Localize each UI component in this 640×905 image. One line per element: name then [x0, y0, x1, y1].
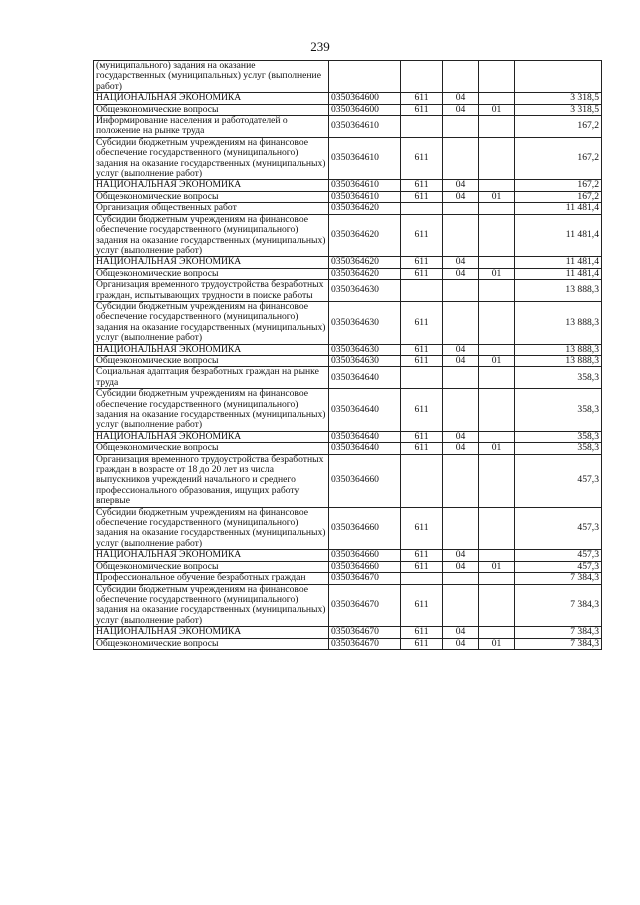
- budget-table: [93, 60, 602, 650]
- table-row: [94, 561, 602, 572]
- row-subsection-cell: [479, 454, 515, 507]
- row-subsection-cell: 01: [479, 561, 515, 572]
- row-section-cell: [443, 214, 479, 257]
- row-amount-cell: 11 481,4: [515, 257, 602, 268]
- row-name-cell: Субсидии бюджетным учреждениям на финансовое обеспечение государственного (муниципального) задания на оказание государственных (муниципальных) услуг (выполнение работ): [94, 137, 329, 180]
- table-row: [94, 550, 602, 561]
- row-expense-type-cell: 611: [401, 355, 443, 366]
- row-name-cell: Организация временного трудоустройства безработных граждан, испытывающих трудности в поиске работы: [94, 280, 329, 302]
- row-expense-type-cell: 611: [401, 104, 443, 115]
- row-subsection-cell: 01: [479, 191, 515, 202]
- row-expense-type-cell: 611: [401, 638, 443, 649]
- table-row: [94, 214, 602, 257]
- row-name-cell: Организация временного трудоустройства безработных граждан в возрасте от 18 до 20 лет из числа выпускников учреждений начального и среднего профессионального образования, ищущих работу впервые: [94, 454, 329, 507]
- row-section-cell: [443, 573, 479, 584]
- row-code-cell: 0350364620: [329, 268, 401, 279]
- row-amount-cell: 11 481,4: [515, 214, 602, 257]
- row-expense-type-cell: [401, 116, 443, 138]
- row-subsection-cell: [479, 507, 515, 550]
- row-section-cell: [443, 584, 479, 627]
- row-section-cell: [443, 61, 479, 93]
- row-expense-type-cell: 611: [401, 301, 443, 344]
- row-code-cell: 0350364620: [329, 257, 401, 268]
- row-expense-type-cell: [401, 203, 443, 214]
- row-section-cell: 04: [443, 268, 479, 279]
- row-subsection-cell: 01: [479, 355, 515, 366]
- row-section-cell: 04: [443, 627, 479, 638]
- row-name-cell: Субсидии бюджетным учреждениям на финансовое обеспечение государственного (муниципального) задания на оказание государственных (муниципальных) услуг (выполнение работ): [94, 301, 329, 344]
- table-row: [94, 389, 602, 432]
- row-amount-cell: 13 888,3: [515, 301, 602, 344]
- row-expense-type-cell: 611: [401, 443, 443, 454]
- row-expense-type-cell: 611: [401, 137, 443, 180]
- row-code-cell: 0350364630: [329, 280, 401, 302]
- row-expense-type-cell: 611: [401, 584, 443, 627]
- row-section-cell: 04: [443, 191, 479, 202]
- row-name-cell: Субсидии бюджетным учреждениям на финансовое обеспечение государственного (муниципального) задания на оказание государственных (муниципальных) услуг (выполнение работ): [94, 584, 329, 627]
- table-row: [94, 180, 602, 191]
- row-name-cell: НАЦИОНАЛЬНАЯ ЭКОНОМИКА: [94, 344, 329, 355]
- row-amount-cell: 7 384,3: [515, 584, 602, 627]
- row-expense-type-cell: [401, 367, 443, 389]
- table-row: [94, 137, 602, 180]
- row-subsection-cell: [479, 93, 515, 104]
- table-row: [94, 584, 602, 627]
- row-section-cell: 04: [443, 93, 479, 104]
- row-amount-cell: 7 384,3: [515, 573, 602, 584]
- row-subsection-cell: 01: [479, 638, 515, 649]
- row-subsection-cell: [479, 301, 515, 344]
- row-expense-type-cell: 611: [401, 344, 443, 355]
- row-amount-cell: 457,3: [515, 550, 602, 561]
- table-row: [94, 104, 602, 115]
- row-subsection-cell: [479, 137, 515, 180]
- table-row: [94, 93, 602, 104]
- row-section-cell: [443, 367, 479, 389]
- row-name-cell: НАЦИОНАЛЬНАЯ ЭКОНОМИКА: [94, 550, 329, 561]
- row-amount-cell: 457,3: [515, 507, 602, 550]
- row-expense-type-cell: 611: [401, 627, 443, 638]
- page-number: 239: [310, 39, 330, 54]
- table-row: [94, 191, 602, 202]
- row-code-cell: 0350364600: [329, 104, 401, 115]
- row-code-cell: 0350364640: [329, 389, 401, 432]
- row-amount-cell: 167,2: [515, 137, 602, 180]
- row-section-cell: 04: [443, 257, 479, 268]
- row-amount-cell: 167,2: [515, 116, 602, 138]
- table-row: [94, 301, 602, 344]
- row-name-cell: НАЦИОНАЛЬНАЯ ЭКОНОМИКА: [94, 257, 329, 268]
- table-row: [94, 116, 602, 138]
- row-code-cell: 0350364610: [329, 137, 401, 180]
- row-name-cell: (муниципального) задания на оказание государственных (муниципальных) услуг (выполнение работ): [94, 61, 329, 93]
- row-code-cell: 0350364610: [329, 191, 401, 202]
- row-subsection-cell: [479, 180, 515, 191]
- table-row: [94, 367, 602, 389]
- row-amount-cell: 7 384,3: [515, 638, 602, 649]
- row-expense-type-cell: 611: [401, 389, 443, 432]
- row-subsection-cell: [479, 584, 515, 627]
- row-name-cell: Общеэкономические вопросы: [94, 104, 329, 115]
- row-section-cell: 04: [443, 550, 479, 561]
- row-name-cell: Субсидии бюджетным учреждениям на финансовое обеспечение государственного (муниципального) задания на оказание государственных (муниципальных) услуг (выполнение работ): [94, 389, 329, 432]
- row-section-cell: [443, 137, 479, 180]
- table-row: [94, 344, 602, 355]
- row-section-cell: 04: [443, 431, 479, 442]
- row-code-cell: 0350364670: [329, 627, 401, 638]
- row-name-cell: Общеэкономические вопросы: [94, 561, 329, 572]
- row-section-cell: [443, 389, 479, 432]
- row-section-cell: 04: [443, 638, 479, 649]
- row-section-cell: 04: [443, 104, 479, 115]
- row-name-cell: Общеэкономические вопросы: [94, 638, 329, 649]
- row-amount-cell: 457,3: [515, 454, 602, 507]
- row-expense-type-cell: 611: [401, 550, 443, 561]
- row-subsection-cell: [479, 573, 515, 584]
- table-row: [94, 257, 602, 268]
- row-subsection-cell: [479, 550, 515, 561]
- row-subsection-cell: [479, 280, 515, 302]
- row-amount-cell: [515, 61, 602, 93]
- row-amount-cell: 358,3: [515, 367, 602, 389]
- table-row: [94, 203, 602, 214]
- row-amount-cell: 13 888,3: [515, 280, 602, 302]
- row-expense-type-cell: [401, 573, 443, 584]
- row-expense-type-cell: 611: [401, 507, 443, 550]
- row-section-cell: [443, 507, 479, 550]
- row-code-cell: 0350364670: [329, 584, 401, 627]
- row-section-cell: 04: [443, 180, 479, 191]
- row-amount-cell: 3 318,5: [515, 93, 602, 104]
- row-subsection-cell: [479, 116, 515, 138]
- table-row: [94, 61, 602, 93]
- row-amount-cell: 11 481,4: [515, 268, 602, 279]
- table-row: [94, 431, 602, 442]
- table-row: [94, 507, 602, 550]
- row-section-cell: 04: [443, 344, 479, 355]
- row-name-cell: Общеэкономические вопросы: [94, 355, 329, 366]
- row-code-cell: 0350364640: [329, 367, 401, 389]
- row-code-cell: 0350364610: [329, 116, 401, 138]
- row-expense-type-cell: 611: [401, 431, 443, 442]
- row-expense-type-cell: [401, 280, 443, 302]
- table-row: [94, 443, 602, 454]
- row-section-cell: [443, 454, 479, 507]
- row-section-cell: 04: [443, 561, 479, 572]
- row-amount-cell: 358,3: [515, 443, 602, 454]
- row-expense-type-cell: 611: [401, 257, 443, 268]
- table-row: [94, 573, 602, 584]
- row-name-cell: НАЦИОНАЛЬНАЯ ЭКОНОМИКА: [94, 180, 329, 191]
- row-name-cell: Социальная адаптация безработных граждан на рынке труда: [94, 367, 329, 389]
- row-code-cell: 0350364610: [329, 180, 401, 191]
- row-name-cell: Субсидии бюджетным учреждениям на финансовое обеспечение государственного (муниципального) задания на оказание государственных (муниципальных) услуг (выполнение работ): [94, 214, 329, 257]
- row-expense-type-cell: 611: [401, 180, 443, 191]
- row-subsection-cell: [479, 389, 515, 432]
- table-row: [94, 627, 602, 638]
- row-section-cell: [443, 280, 479, 302]
- row-subsection-cell: [479, 431, 515, 442]
- row-amount-cell: 358,3: [515, 431, 602, 442]
- row-subsection-cell: [479, 61, 515, 93]
- row-code-cell: 0350364630: [329, 344, 401, 355]
- row-amount-cell: 7 384,3: [515, 627, 602, 638]
- table-row: [94, 280, 602, 302]
- row-code-cell: 0350364640: [329, 443, 401, 454]
- row-expense-type-cell: 611: [401, 268, 443, 279]
- row-code-cell: 0350364630: [329, 355, 401, 366]
- row-subsection-cell: 01: [479, 268, 515, 279]
- row-name-cell: НАЦИОНАЛЬНАЯ ЭКОНОМИКА: [94, 93, 329, 104]
- row-expense-type-cell: 611: [401, 561, 443, 572]
- row-code-cell: 0350364620: [329, 203, 401, 214]
- row-code-cell: 0350364620: [329, 214, 401, 257]
- row-name-cell: Профессиональное обучение безработных граждан: [94, 573, 329, 584]
- row-code-cell: 0350364660: [329, 550, 401, 561]
- table-row: [94, 268, 602, 279]
- row-section-cell: [443, 301, 479, 344]
- row-code-cell: 0350364660: [329, 454, 401, 507]
- row-name-cell: Общеэкономические вопросы: [94, 443, 329, 454]
- row-subsection-cell: [479, 367, 515, 389]
- row-expense-type-cell: 611: [401, 93, 443, 104]
- row-subsection-cell: [479, 203, 515, 214]
- budget-table-body: [94, 61, 602, 650]
- row-amount-cell: 167,2: [515, 180, 602, 191]
- row-section-cell: 04: [443, 355, 479, 366]
- row-code-cell: [329, 61, 401, 93]
- row-code-cell: 0350364640: [329, 431, 401, 442]
- row-name-cell: Организация общественных работ: [94, 203, 329, 214]
- row-subsection-cell: [479, 214, 515, 257]
- row-name-cell: Общеэкономические вопросы: [94, 191, 329, 202]
- row-code-cell: 0350364600: [329, 93, 401, 104]
- row-name-cell: Субсидии бюджетным учреждениям на финансовое обеспечение государственного (муниципального) задания на оказание государственных (муниципальных) услуг (выполнение работ): [94, 507, 329, 550]
- row-amount-cell: 11 481,4: [515, 203, 602, 214]
- row-amount-cell: 13 888,3: [515, 355, 602, 366]
- row-subsection-cell: [479, 344, 515, 355]
- row-code-cell: 0350364660: [329, 561, 401, 572]
- row-subsection-cell: [479, 257, 515, 268]
- table-row: [94, 638, 602, 649]
- row-subsection-cell: 01: [479, 104, 515, 115]
- row-section-cell: 04: [443, 443, 479, 454]
- row-name-cell: Общеэкономические вопросы: [94, 268, 329, 279]
- row-amount-cell: 13 888,3: [515, 344, 602, 355]
- row-section-cell: [443, 116, 479, 138]
- row-code-cell: 0350364630: [329, 301, 401, 344]
- row-subsection-cell: 01: [479, 443, 515, 454]
- row-name-cell: Информирование населения и работодателей о положение на рынке труда: [94, 116, 329, 138]
- row-code-cell: 0350364670: [329, 638, 401, 649]
- row-name-cell: НАЦИОНАЛЬНАЯ ЭКОНОМИКА: [94, 431, 329, 442]
- row-expense-type-cell: 611: [401, 191, 443, 202]
- row-amount-cell: 457,3: [515, 561, 602, 572]
- table-row: [94, 454, 602, 507]
- row-name-cell: НАЦИОНАЛЬНАЯ ЭКОНОМИКА: [94, 627, 329, 638]
- row-code-cell: 0350364670: [329, 573, 401, 584]
- row-expense-type-cell: [401, 61, 443, 93]
- row-amount-cell: 358,3: [515, 389, 602, 432]
- table-row: [94, 355, 602, 366]
- row-amount-cell: 167,2: [515, 191, 602, 202]
- row-section-cell: [443, 203, 479, 214]
- row-code-cell: 0350364660: [329, 507, 401, 550]
- row-expense-type-cell: 611: [401, 214, 443, 257]
- row-subsection-cell: [479, 627, 515, 638]
- row-expense-type-cell: [401, 454, 443, 507]
- row-amount-cell: 3 318,5: [515, 104, 602, 115]
